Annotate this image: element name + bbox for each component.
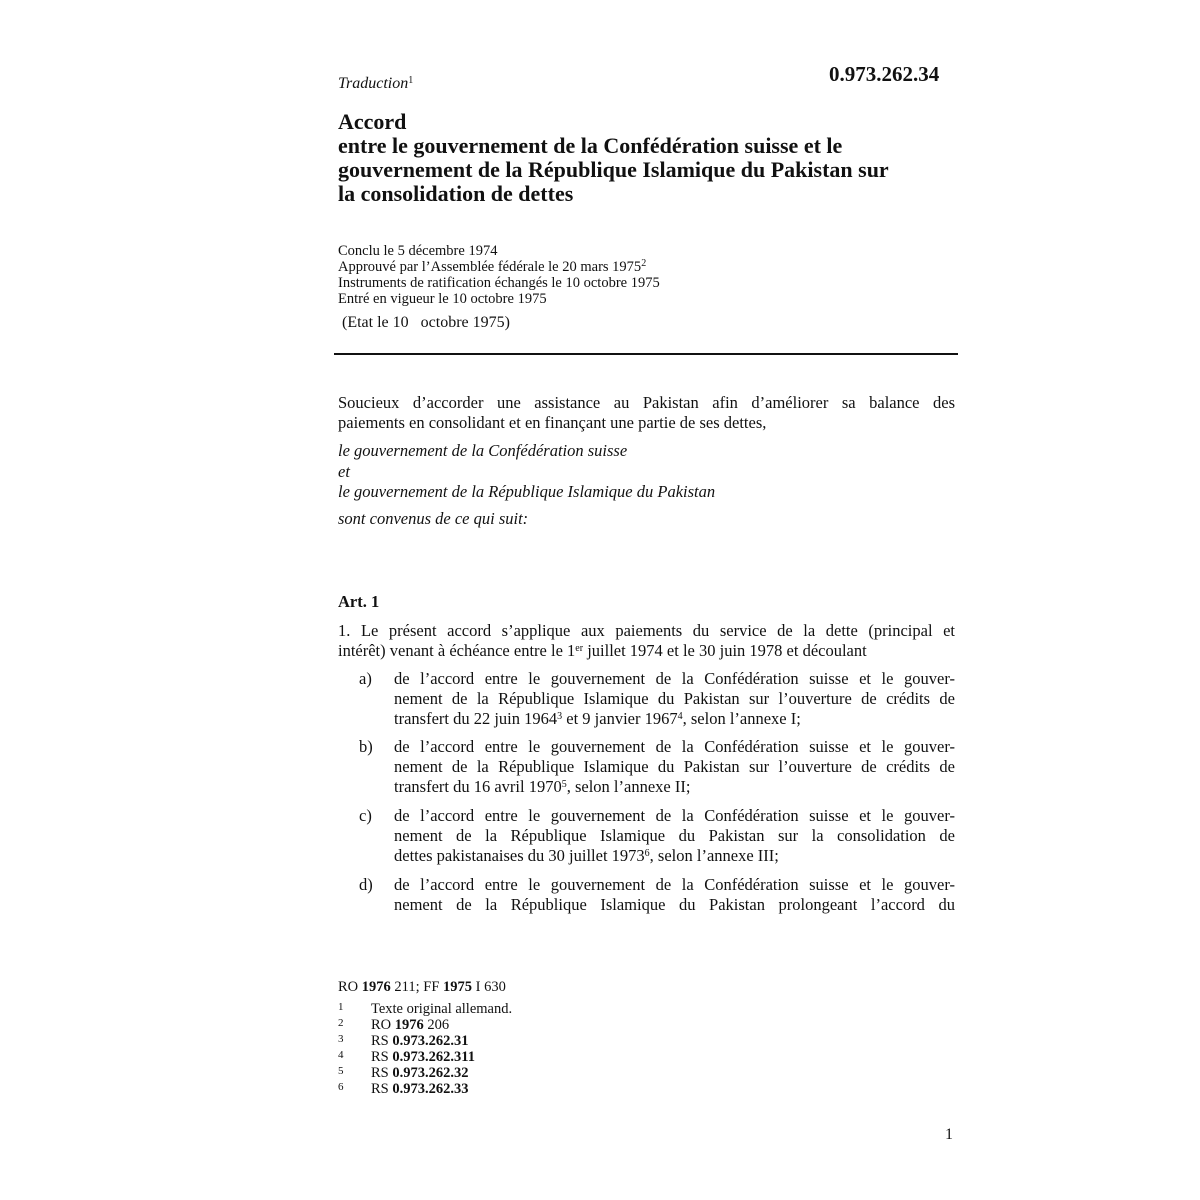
footnote-bold[interactable]: 0.973.262.32 <box>392 1065 469 1081</box>
list-item-label: a) <box>359 669 372 688</box>
list-item-text: , selon l’annexe III; <box>649 846 779 865</box>
list-item-label: b) <box>359 737 373 756</box>
page-number: 1 <box>945 1126 953 1143</box>
title-line: gouvernement de la République Islamique du Pakistan sur <box>338 157 889 182</box>
superscript: er <box>575 643 584 654</box>
document-metadata <box>338 243 660 307</box>
footnote-bold: 1976 <box>394 1017 424 1033</box>
list-item <box>394 669 955 729</box>
party-pakistan: le gouvernement de la République Islamique du Pakistan <box>338 482 716 501</box>
title-line: la consolidation de dettes <box>338 181 574 206</box>
footnote-bold[interactable]: 0.973.262.33 <box>392 1081 469 1097</box>
entry-into-force: Entré en vigueur le 10 octobre 1975 <box>338 291 547 307</box>
footnote-number: 1 <box>338 1001 344 1013</box>
footnote-ref-1[interactable]: 1 <box>408 75 414 86</box>
footnote-text: RS <box>371 1081 393 1097</box>
sr-number: 0.973.262.34 <box>829 62 940 86</box>
footnote-bold[interactable]: 0.973.262.311 <box>392 1049 475 1065</box>
ro-year: 1976 <box>361 979 391 995</box>
title-line: Accord <box>338 109 407 134</box>
footnote-number: 4 <box>338 1049 344 1061</box>
footnote-ref-6[interactable]: 6 <box>644 848 650 859</box>
footnote-text: 206 <box>423 1017 450 1033</box>
footnote-number: 5 <box>338 1065 344 1077</box>
list-item-line: de l’accord entre le gouvernement de la Confédération suisse et le gouver- <box>394 737 955 756</box>
list-item-line <box>394 777 955 797</box>
approval-date <box>338 259 660 275</box>
list-item-line: nement de la République Islamique du Pakistan sur l’ouverture de crédits de <box>394 689 955 708</box>
list-item-line <box>394 846 955 866</box>
list-item-text: , selon l’annexe II; <box>566 777 691 796</box>
state-date: (Etat le 10 octobre 1975) <box>342 314 510 331</box>
list-item-line: nement de la République Islamique du Pakistan prolongeant l’accord du <box>394 895 955 914</box>
preamble-line: Soucieux d’accorder une assistance au Pakistan afin d’améliorer sa balance des <box>338 393 955 412</box>
footnote-text: RS <box>371 1065 393 1081</box>
ff-year: 1975 <box>443 979 473 995</box>
footnote-number: 6 <box>338 1081 344 1093</box>
ro-label: RO <box>338 979 362 995</box>
list-item-line: nement de la République Islamique du Pakistan sur la consolidation de <box>394 826 955 845</box>
conjunction: et <box>338 462 350 481</box>
list-item-text: et 9 janvier 1967 <box>562 709 678 728</box>
footnote-ref-3[interactable]: 3 <box>557 711 563 722</box>
translation-label <box>338 75 413 93</box>
list-item-line <box>394 709 955 729</box>
paragraph-text: intérêt) venant à échéance entre le 1 <box>338 641 576 660</box>
article-paragraph-line <box>338 641 955 661</box>
translation-text: Traduction <box>338 75 409 92</box>
list-item-line: de l’accord entre le gouvernement de la Confédération suisse et le gouver- <box>394 875 955 894</box>
list-item-line: de l’accord entre le gouvernement de la Confédération suisse et le gouver- <box>394 806 955 825</box>
footnote-bold[interactable]: 0.973.262.31 <box>392 1033 469 1049</box>
article-paragraph-line: 1. Le présent accord s’applique aux paiements du service de la dette (principal et <box>338 621 955 640</box>
footnote-number: 2 <box>338 1017 344 1029</box>
list-item-label: c) <box>359 806 372 825</box>
list-item <box>394 875 955 915</box>
party-swiss: le gouvernement de la Confédération suisse <box>338 441 628 460</box>
list-item <box>394 737 955 797</box>
document-title <box>338 110 958 206</box>
concluded-date: Conclu le 5 décembre 1974 <box>338 243 498 259</box>
footnote <box>338 1079 469 1097</box>
official-references <box>338 979 506 996</box>
footnote-ref-5[interactable]: 5 <box>561 779 567 790</box>
title-line: entre le gouvernement de la Confédération suisse et le <box>338 133 843 158</box>
list-item-text: , selon l’annexe I; <box>682 709 801 728</box>
list-item-line: de l’accord entre le gouvernement de la Confédération suisse et le gouver- <box>394 669 955 688</box>
ratification-date: Instruments de ratification échangés le 10 octobre 1975 <box>338 275 660 291</box>
list-item <box>394 806 955 866</box>
footnote-text: RS <box>371 1049 393 1065</box>
list-item-text: dettes pakistanaises du 30 juillet 1973 <box>394 846 645 865</box>
list-item-line: nement de la République Islamique du Pakistan sur l’ouverture de crédits de <box>394 757 955 776</box>
approval-text: Approuvé par l’Assemblée fédérale le 20 mars 1975 <box>338 259 642 275</box>
preamble-line: paiements en consolidant et en finançant une partie de ses dettes, <box>338 413 767 432</box>
footnote-text: Texte original allemand. <box>371 1001 513 1017</box>
list-item-text: transfert du 16 avril 1970 <box>394 777 562 796</box>
list-item-label: d) <box>359 875 373 894</box>
list-item-text: transfert du 22 juin 1964 <box>394 709 558 728</box>
ro-page: 211; FF <box>390 979 444 995</box>
footnote-number: 3 <box>338 1033 344 1045</box>
footnote-text: RO <box>371 1017 395 1033</box>
agreement-clause: sont convenus de ce qui suit: <box>338 509 529 528</box>
article-heading: Art. 1 <box>338 592 380 611</box>
footnote-ref-4[interactable]: 4 <box>677 711 683 722</box>
footnote-text: RS <box>371 1033 393 1049</box>
paragraph-text: juillet 1974 et le 30 juin 1978 et découlant <box>583 641 867 660</box>
header-divider <box>334 353 958 355</box>
ff-page: I 630 <box>472 979 506 995</box>
footnote-ref-2[interactable]: 2 <box>641 258 647 269</box>
